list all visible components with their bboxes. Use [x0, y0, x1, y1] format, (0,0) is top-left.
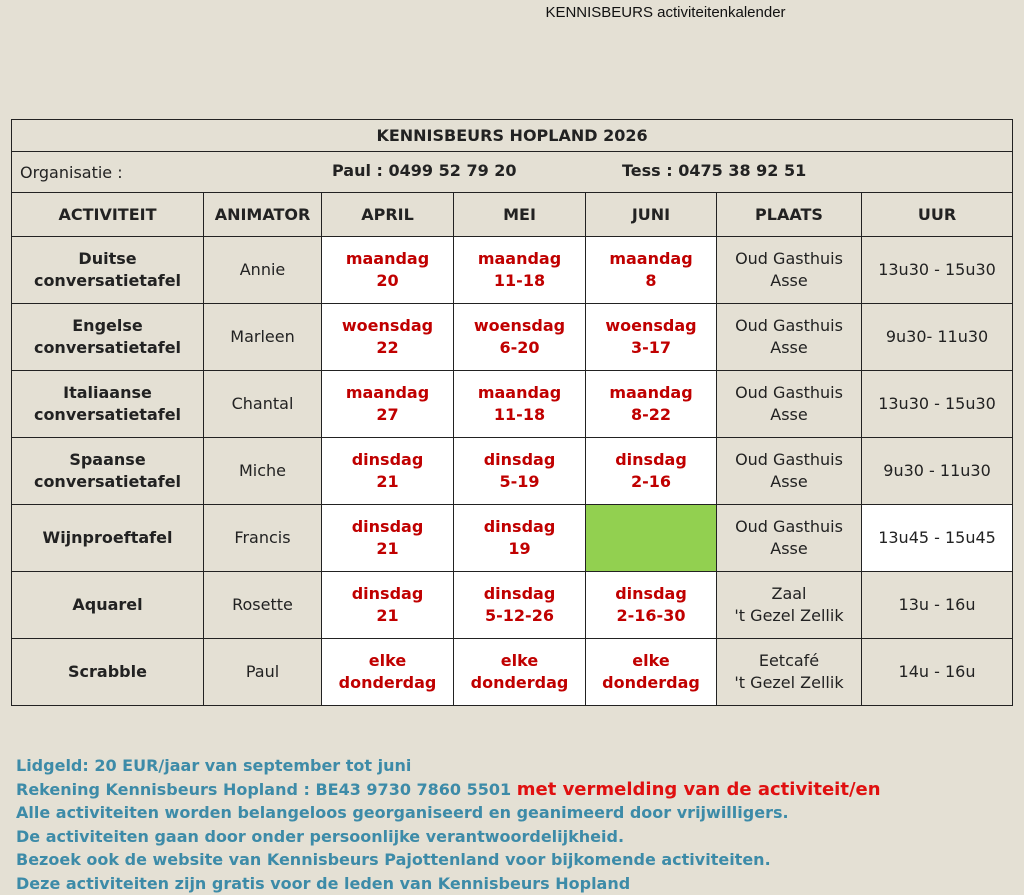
- footer-free-for-members: Deze activiteiten zijn gratis voor de leden van Kennisbeurs Hopland: [16, 872, 1016, 895]
- mei-cell: elke donderdag: [454, 639, 586, 706]
- time-cell: 13u30 - 15u30: [862, 237, 1013, 304]
- activity-cell: Spaanse conversatietafel: [12, 438, 204, 505]
- activity-cell: Scrabble: [12, 639, 204, 706]
- header-animator: ANIMATOR: [204, 193, 322, 237]
- mei-cell: woensdag 6-20: [454, 304, 586, 371]
- activity-cell: Italiaanse conversatietafel: [12, 371, 204, 438]
- table-row: [12, 304, 1013, 371]
- animator-cell: Francis: [204, 505, 322, 572]
- table-title: KENNISBEURS HOPLAND 2026: [12, 120, 1013, 152]
- place-cell: Oud Gasthuis Asse: [717, 237, 862, 304]
- organisation-label: Organisatie :: [16, 162, 123, 184]
- place-cell: Oud Gasthuis Asse: [717, 371, 862, 438]
- header-uur: UUR: [862, 193, 1013, 237]
- footer-membership-fee: Lidgeld: 20 EUR/jaar van september tot juni: [16, 754, 1016, 778]
- juni-empty-cell: [586, 505, 717, 572]
- juni-cell: woensdag 3-17: [586, 304, 717, 371]
- place-cell: Zaal 't Gezel Zellik: [717, 572, 862, 639]
- place-cell: Oud Gasthuis Asse: [717, 438, 862, 505]
- time-cell: 9u30 - 11u30: [862, 438, 1013, 505]
- april-cell: woensdag 22: [322, 304, 454, 371]
- animator-cell: Miche: [204, 438, 322, 505]
- april-cell: maandag 20: [322, 237, 454, 304]
- contact-tess: Tess : 0475 38 92 51: [622, 160, 806, 182]
- table-row: [12, 505, 1013, 572]
- footer-responsibility: De activiteiten gaan door onder persoonlijke verantwoordelijkheid.: [16, 825, 1016, 849]
- animator-cell: Marleen: [204, 304, 322, 371]
- header-april: APRIL: [322, 193, 454, 237]
- april-cell: dinsdag 21: [322, 505, 454, 572]
- table-row: [12, 572, 1013, 639]
- header-plaats: PLAATS: [717, 193, 862, 237]
- organisation-cell: [12, 152, 1013, 193]
- footer-bank-account: Rekening Kennisbeurs Hopland : BE43 9730 7860 5501 met vermelding van de activiteit/en: [16, 778, 1016, 802]
- april-cell: maandag 27: [322, 371, 454, 438]
- footer-highlight: met vermelding van de activiteit/en: [517, 779, 881, 800]
- april-cell: dinsdag 21: [322, 572, 454, 639]
- mei-cell: maandag 11-18: [454, 371, 586, 438]
- table-row: [12, 371, 1013, 438]
- place-cell: Oud Gasthuis Asse: [717, 505, 862, 572]
- place-cell: Eetcafé 't Gezel Zellik: [717, 639, 862, 706]
- time-cell: 13u30 - 15u30: [862, 371, 1013, 438]
- time-cell: 13u - 16u: [862, 572, 1013, 639]
- juni-cell: dinsdag 2-16-30: [586, 572, 717, 639]
- animator-cell: Chantal: [204, 371, 322, 438]
- header-activiteit: ACTIVITEIT: [12, 193, 204, 237]
- mei-cell: dinsdag 19: [454, 505, 586, 572]
- place-cell: Oud Gasthuis Asse: [717, 304, 862, 371]
- time-cell: 13u45 - 15u45: [862, 505, 1013, 572]
- animator-cell: Paul: [204, 639, 322, 706]
- juni-cell: maandag 8: [586, 237, 717, 304]
- activity-cell: Engelse conversatietafel: [12, 304, 204, 371]
- mei-cell: dinsdag 5-12-26: [454, 572, 586, 639]
- animator-cell: Annie: [204, 237, 322, 304]
- juni-cell: maandag 8-22: [586, 371, 717, 438]
- column-header-row: [12, 193, 1013, 237]
- activity-calendar-table: [11, 119, 1013, 706]
- juni-cell: elke donderdag: [586, 639, 717, 706]
- header-mei: MEI: [454, 193, 586, 237]
- time-cell: 14u - 16u: [862, 639, 1013, 706]
- activity-cell: Aquarel: [12, 572, 204, 639]
- footer-notes: [16, 754, 1016, 895]
- table-row: [12, 237, 1013, 304]
- table-row: [12, 639, 1013, 706]
- header-juni: JUNI: [586, 193, 717, 237]
- page-title: KENNISBEURS activiteitenkalender: [0, 4, 1024, 21]
- organisation-row: [12, 152, 1013, 193]
- activity-cell: Wijnproeftafel: [12, 505, 204, 572]
- activity-cell: Duitse conversatietafel: [12, 237, 204, 304]
- animator-cell: Rosette: [204, 572, 322, 639]
- contact-paul: Paul : 0499 52 79 20: [332, 160, 517, 182]
- footer-website: Bezoek ook de website van Kennisbeurs Pajottenland voor bijkomende activiteiten.: [16, 848, 1016, 872]
- table-title-row: [12, 120, 1013, 152]
- mei-cell: maandag 11-18: [454, 237, 586, 304]
- time-cell: 9u30- 11u30: [862, 304, 1013, 371]
- april-cell: dinsdag 21: [322, 438, 454, 505]
- mei-cell: dinsdag 5-19: [454, 438, 586, 505]
- juni-cell: dinsdag 2-16: [586, 438, 717, 505]
- table-row: [12, 438, 1013, 505]
- april-cell: elke donderdag: [322, 639, 454, 706]
- footer-volunteers: Alle activiteiten worden belangeloos georganiseerd en geanimeerd door vrijwilligers.: [16, 801, 1016, 825]
